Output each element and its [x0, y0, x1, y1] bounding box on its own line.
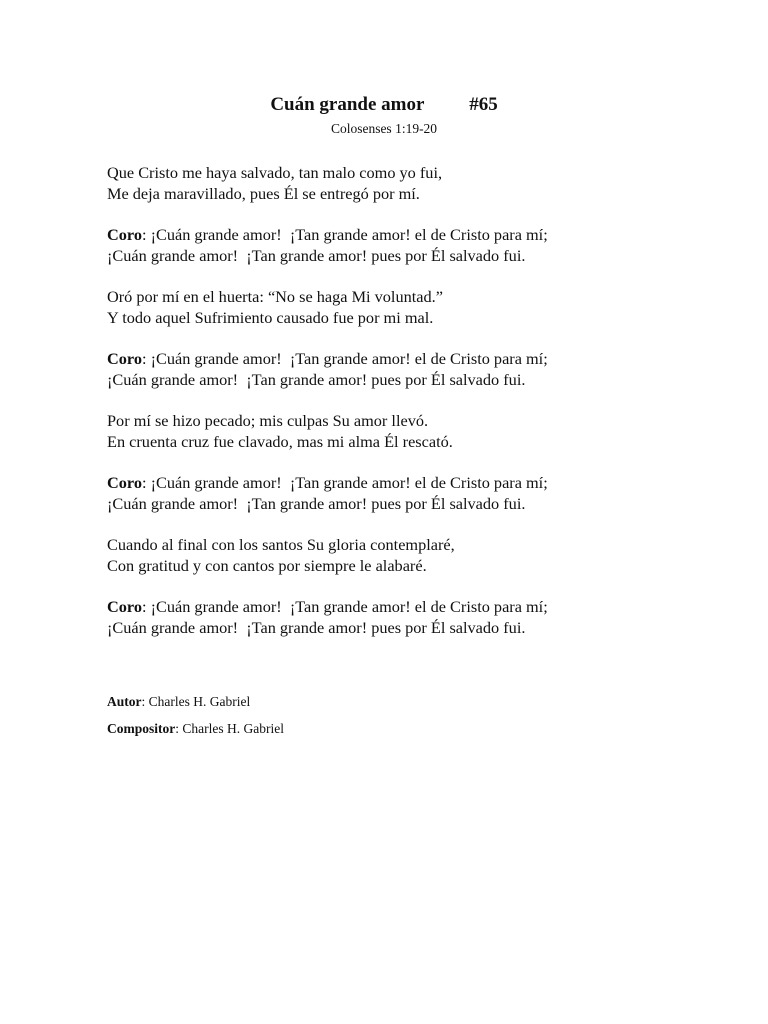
chorus-line — [107, 349, 707, 370]
chorus-text: : ¡Cuán grande amor! ¡Tan grande amor! el de Cristo para mí; — [141, 473, 548, 492]
author-credit — [107, 694, 284, 710]
chorus-label: Coro — [107, 597, 142, 616]
chorus-line — [107, 473, 707, 494]
verse-line: En cruenta cruz fue clavado, mas mi alma Él rescató. — [107, 431, 453, 451]
verse-4 — [107, 535, 707, 576]
chorus-text: : ¡Cuán grande amor! ¡Tan grande amor! el de Cristo para mí; — [141, 225, 548, 244]
verse-line: Me deja maravillado, pues Él se entregó por mí. — [107, 183, 420, 203]
chorus-3 — [107, 473, 707, 514]
verse-line: Y todo aquel Sufrimiento causado fue por mi mal. — [107, 307, 434, 327]
composer-name: : Charles H. Gabriel — [175, 721, 284, 736]
chorus-line: ¡Cuán grande amor! ¡Tan grande amor! pues por Él salvado fui. — [107, 369, 526, 389]
chorus-text: : ¡Cuán grande amor! ¡Tan grande amor! el de Cristo para mí; — [141, 597, 548, 616]
chorus-label: Coro — [107, 225, 142, 244]
chorus-line — [107, 597, 707, 618]
verse-line: Oró por mí en el huerta: “No se haga Mi voluntad.” — [107, 287, 443, 306]
author-name: : Charles H. Gabriel — [141, 694, 251, 709]
composer-credit — [107, 721, 284, 737]
composer-label: Compositor — [107, 721, 176, 736]
chorus-line: ¡Cuán grande amor! ¡Tan grande amor! pues por Él salvado fui. — [107, 493, 526, 513]
chorus-text: : ¡Cuán grande amor! ¡Tan grande amor! el de Cristo para mí; — [141, 349, 548, 368]
verse-line: Por mí se hizo pecado; mis culpas Su amor llevó. — [107, 411, 429, 430]
chorus-label: Coro — [107, 473, 142, 492]
hymn-title-line — [0, 93, 768, 117]
chorus-line: ¡Cuán grande amor! ¡Tan grande amor! pues por Él salvado fui. — [107, 245, 526, 265]
verse-3 — [107, 411, 707, 452]
hymn-lyrics — [107, 163, 707, 659]
chorus-line — [107, 225, 707, 246]
verse-1 — [107, 163, 707, 204]
chorus-label: Coro — [107, 349, 142, 368]
chorus-2 — [107, 349, 707, 390]
scripture-reference: Colosenses 1:19-20 — [330, 121, 438, 136]
chorus-1 — [107, 225, 707, 266]
credits — [107, 694, 284, 748]
chorus-line: ¡Cuán grande amor! ¡Tan grande amor! pues por Él salvado fui. — [107, 617, 526, 637]
hymn-number: #65 — [469, 94, 498, 115]
hymn-title: Cuán grande amor — [270, 94, 425, 115]
verse-line: Cuando al final con los santos Su gloria contemplaré, — [107, 535, 455, 554]
verse-line: Con gratitud y con cantos por siempre le alabaré. — [107, 555, 427, 575]
chorus-4 — [107, 597, 707, 638]
verse-2 — [107, 287, 707, 328]
author-label: Autor — [107, 694, 142, 709]
verse-line: Que Cristo me haya salvado, tan malo como yo fui, — [107, 163, 443, 182]
